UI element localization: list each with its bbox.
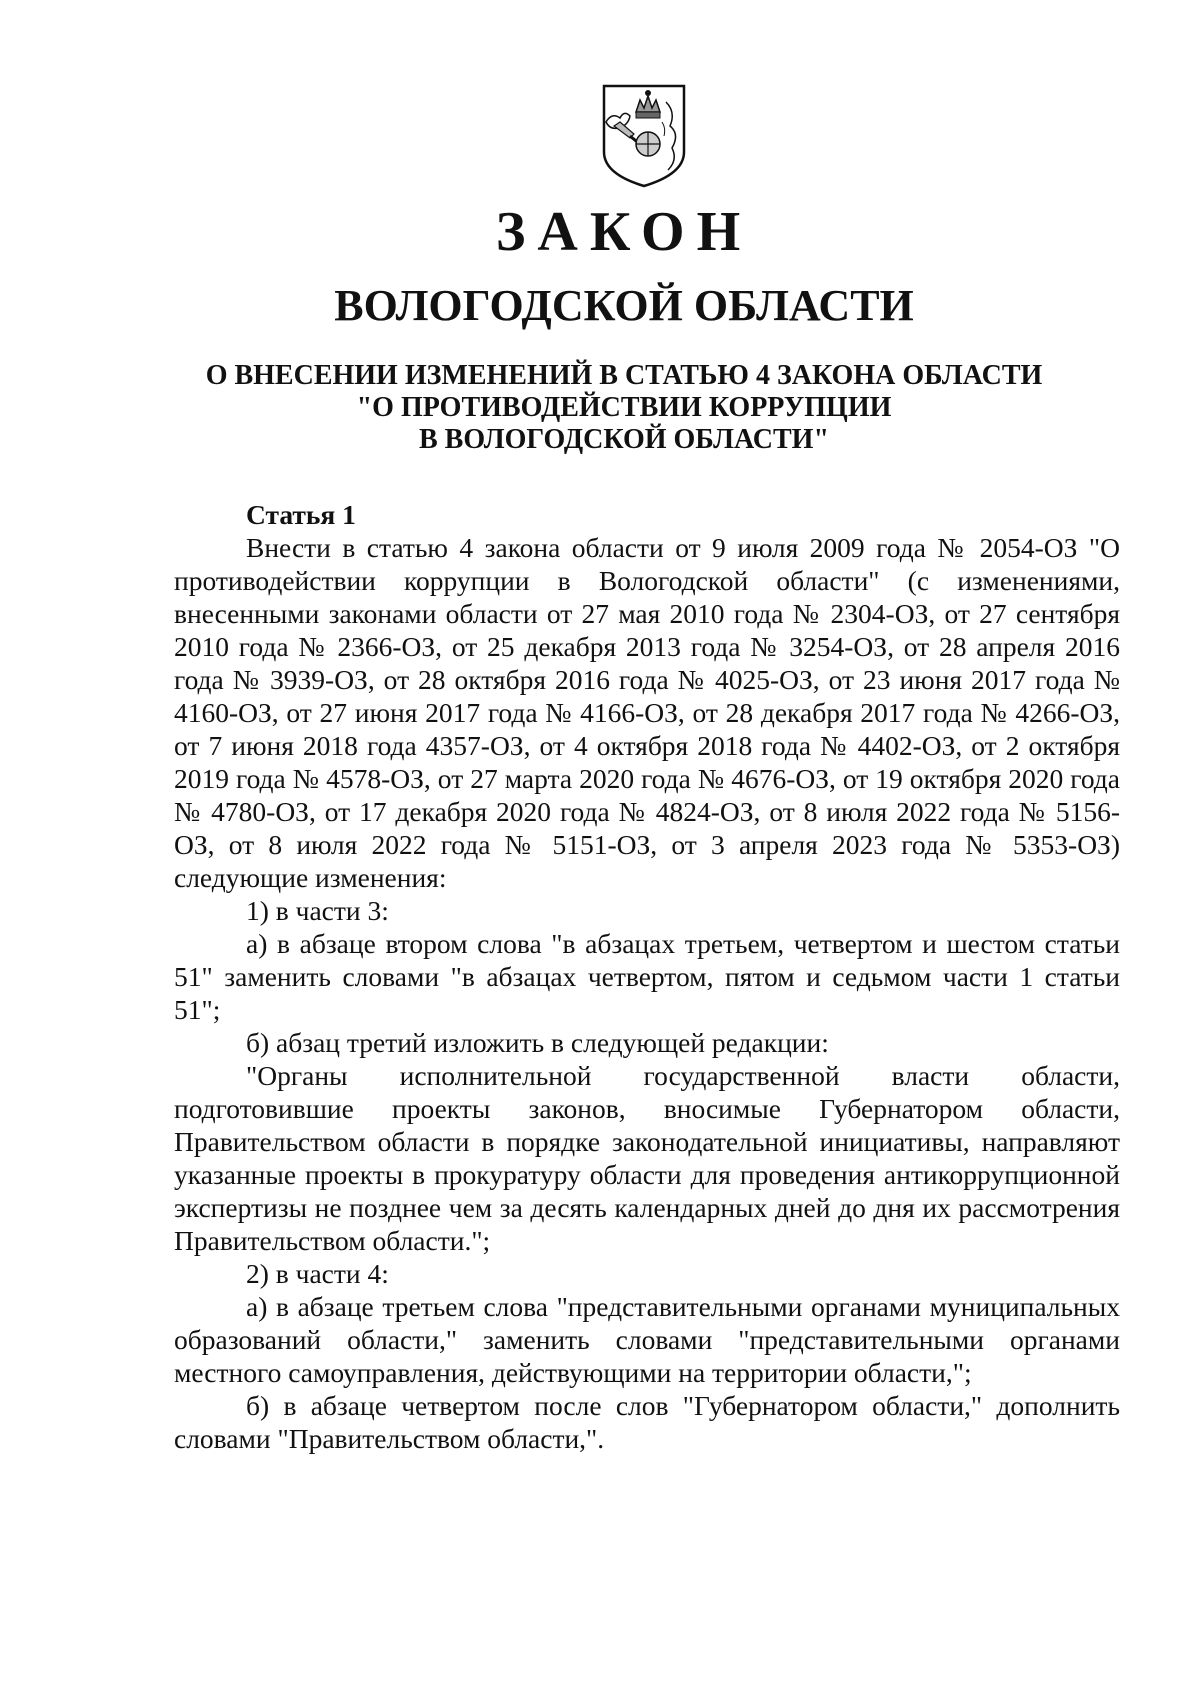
paragraph: Внести в статью 4 закона области от 9 июля 2009 года № 2054-ОЗ "О противодействии коррупции в Вологодской области" (с изменениями, внесенными законами области от 27 мая 2010 года № 2304-ОЗ, от 27 сентября 2010 года № 2366-ОЗ, от 25 декабря 2013 года № 3254-ОЗ, от 28 апреля 2016 года № 3939-ОЗ, от 28 октября 2016 года № 4025-ОЗ, от 23 июня 2017 года № 4160-ОЗ, от 27 июня 2017 года № 4166-ОЗ, от 28 декабря 2017 года № 4266-ОЗ, от 7 июня 2018 года 4357-ОЗ, от 4 октября 2018 года № 4402-ОЗ, от 2 октября 2019 года № 4578-ОЗ, от 27 марта 2020 года № 4676-ОЗ, от 19 октября 2020 года № 4780-ОЗ, от 17 декабря 2020 года № 4824-ОЗ, от 8 июля 2022 года № 5156-ОЗ, от 8 июля 2022 года № 5151-ОЗ, от 3 апреля 2023 года № 5353-ОЗ) следующие изменения:: [174, 532, 1120, 893]
paragraph: "Органы исполнительной государственной власти области, подготовившие проекты законов, вносимые Губернатором области, Правительством области в порядке законодательной инициативы, направляют указанные проекты в прокуратуру области для проведения антикоррупционной экспертизы не позднее чем за десять календарных дней до дня их рассмотрения Правительством области.";: [174, 1060, 1120, 1256]
paragraph: а) в абзаце втором слова "в абзацах третьем, четвертом и шестом статьи 51" заменить словами "в абзацах четвертом, пятом и седьмом части 1 статьи 51";: [174, 928, 1120, 1025]
heading-line: О ВНЕСЕНИИ ИЗМЕНЕНИЙ В СТАТЬЮ 4 ЗАКОНА ОБЛАСТИ: [205, 360, 1043, 391]
document-title: ЗАКОН: [495, 201, 753, 263]
paragraph: а) в абзаце третьем слова "представительными органами муниципальных образований области," заменить словами "представительными органами местного самоуправления, действующими на территории области,";: [174, 1291, 1120, 1388]
paragraph: б) абзац третий изложить в следующей редакции:: [246, 1027, 829, 1058]
paragraph: б) в абзаце четвертом после слов "Губернатором области," дополнить словами "Правительством области,".: [174, 1390, 1120, 1454]
paragraph: 1) в части 3:: [246, 895, 389, 926]
heading-line: "О ПРОТИВОДЕЙСТВИИ КОРРУПЦИИ: [356, 392, 892, 423]
law-heading: [0, 360, 1200, 456]
document-subtitle: ВОЛОГОДСКОЙ ОБЛАСТИ: [334, 281, 914, 330]
article-title: Статья 1: [246, 499, 356, 530]
heading-line: В ВОЛОГОДСКОЙ ОБЛАСТИ": [418, 424, 830, 455]
coat-of-arms-icon: [600, 82, 688, 190]
document-body: [174, 498, 1120, 1455]
paragraph: 2) в части 4:: [246, 1258, 389, 1289]
